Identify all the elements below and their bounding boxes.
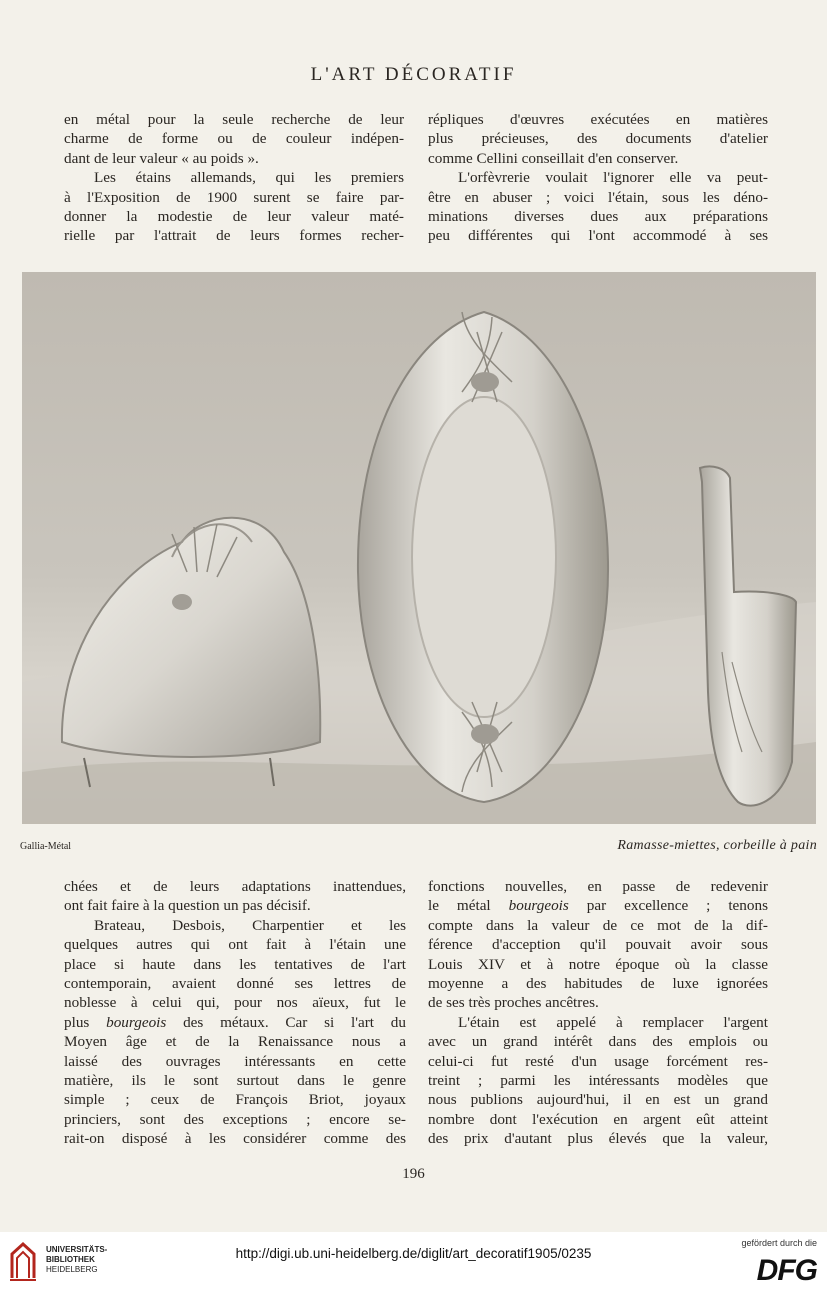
text-line: à l'Exposition de 1900 surent se faire par- [64, 188, 404, 206]
text-line: donner la modestie de leur valeur maté- [64, 208, 404, 226]
text-line: L'étain est appelé à remplacer l'argent [458, 1013, 768, 1031]
text-line: dant de leur valeur « au poids ». [64, 149, 259, 167]
text-column-top-right [428, 110, 768, 246]
library-name-line: UNIVERSITÄTS- [46, 1245, 108, 1254]
text-line: comme Cellini conseillait d'en conserver. [428, 149, 679, 167]
photo-plate-pewter-objects [22, 272, 816, 824]
text-line: compte dans la valeur de ce mot de la dif- [428, 916, 768, 934]
text-line: quelques autres qui ont fait à l'étain une [64, 936, 406, 954]
funder-label: gefördert durch die [741, 1238, 817, 1248]
text-line: moyenne a des habitudes de luxe ignorées [428, 975, 768, 993]
text-line: plus précieuses, des documents d'atelier [428, 130, 768, 148]
page-number: 196 [402, 1166, 425, 1182]
text-line: peu différentes qui l'ont accommodé à ses [428, 227, 768, 245]
text-line: L'orfèvrerie voulait l'ignorer elle va peut- [458, 169, 768, 187]
text-line: fonctions nouvelles, en passe de redevenir [428, 878, 768, 895]
text-column-top-left [64, 110, 404, 246]
text-line: matière, ils le sont surtout dans le genre [64, 1072, 406, 1090]
text-line [428, 896, 768, 915]
italic-word: bourgeois [508, 897, 569, 915]
text-line: contemporain, avaient donné ses lettres de [64, 975, 406, 993]
text-fragment: des métaux. Car si l'art du [166, 1013, 406, 1031]
text-line: celui-ci fut resté d'un usage forcément res- [428, 1052, 768, 1070]
text-line: avec un grand intérêt dans des emplois ou [428, 1033, 768, 1051]
running-head: L'ART DÉCORATIF [310, 64, 517, 85]
text-line: Brateau, Desbois, Charpentier et les [94, 916, 406, 934]
text-line: férence d'acception qu'il pouvait avoir sous [428, 936, 768, 954]
text-fragment: le métal [428, 897, 509, 915]
figure-caption: Ramasse-miettes, corbeille à pain [617, 838, 817, 853]
text-line: nous publions aujourd'hui, il en est un grand [428, 1091, 768, 1109]
text-line: laissé des ouvrages intéressants en cette [64, 1052, 406, 1070]
text-line: Moyen âge et de la Renaissance nous a [64, 1033, 406, 1051]
library-name-line: HEIDELBERG [46, 1265, 98, 1274]
text-line: noblesse à celui qui, pour nos aïeux, fut le [64, 994, 406, 1012]
digitization-footer [0, 1232, 827, 1291]
text-line: chées et de leurs adaptations inattendues, [64, 878, 406, 895]
library-name-line: BIBLIOTHEK [46, 1255, 95, 1264]
text-line: rielle par l'attrait de leurs formes recher- [64, 227, 404, 245]
text-line [64, 1013, 406, 1032]
text-line: simple ; ceux de François Briot, joyaux [64, 1091, 406, 1109]
text-column-bottom-left [64, 877, 406, 1149]
text-line: Louis XIV et à notre époque où la classe [428, 955, 768, 973]
text-fragment: plus [64, 1013, 107, 1031]
text-line: des prix d'autant plus élevés que la valeur, [428, 1130, 768, 1148]
text-line: ont fait faire à la question un pas décisif. [64, 897, 311, 915]
text-line: charme de forme ou de couleur indépen- [64, 130, 404, 148]
text-line: treint ; parmi les intéressants modèles que [428, 1072, 768, 1090]
dfg-logo: DFG [756, 1254, 817, 1287]
text-line: répliques d'œuvres exécutées en matières [428, 111, 768, 128]
italic-word: bourgeois [106, 1013, 167, 1031]
permalink-url[interactable]: http://digi.ub.uni-heidelberg.de/diglit/art_decoratif1905/0235 [235, 1246, 592, 1261]
text-line: place si haute dans les tentatives de l'art [64, 955, 406, 973]
text-column-bottom-right [428, 877, 768, 1149]
text-line: nombre dont l'exécution en argent eût atteint [428, 1110, 768, 1128]
text-line: rait-on disposé à les considérer comme des [64, 1130, 406, 1148]
text-fragment: par excellence ; tenons [568, 897, 768, 915]
pewter-objects-illustration [22, 272, 816, 824]
text-line: en métal pour la seule recherche de leur [64, 111, 404, 128]
text-line: de ses très proches ancêtres. [428, 994, 599, 1012]
text-line: princiers, sont des exceptions ; encore se- [64, 1110, 406, 1128]
text-line: être en abuser ; voici l'étain, sous les déno- [428, 188, 768, 206]
text-line: Les étains allemands, qui les premiers [94, 169, 404, 187]
figure-credit: Gallia-Métal [20, 841, 72, 852]
text-line: minations diverses dues aux préparations [428, 208, 768, 226]
